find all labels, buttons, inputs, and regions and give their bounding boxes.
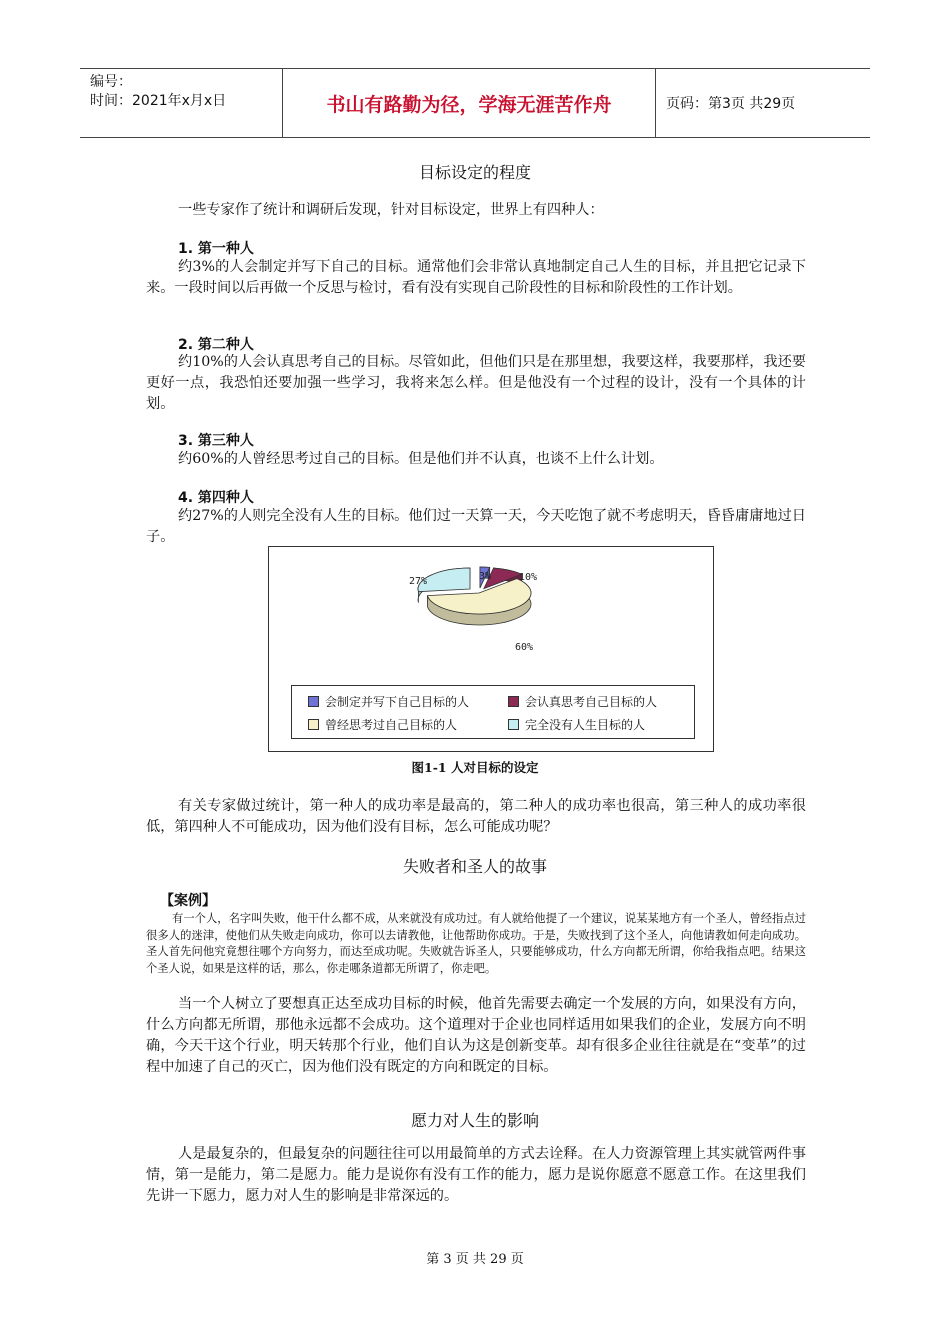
type-2-heading: 2. 第二种人: [178, 337, 254, 353]
legend-item-4: [508, 716, 645, 733]
case-text: 有一个人，名字叫失败，他干什么都不成，从来就没有成功过。有人就给他提了一个建议，说某某地方有一个圣人，曾经指点过很多人的迷津，使他们从失败走向成功，你可以去请教他，让他帮助你成功。于是，失败找到了这个圣人，向他请教如何走向成功。圣人首先问他究竟想往哪个方向努力，而达至成功呢。失败就告诉圣人，只要能够成功，什么方向都无所谓，你给我指点吧。结果这个圣人说，如果是这样的话，那么，你走哪条道都无所谓了，你走吧。: [146, 912, 806, 975]
legend-label-4: 完全没有人生目标的人: [525, 718, 646, 732]
legend-swatch-3: [308, 719, 319, 730]
type-4-heading: 4. 第四种人: [178, 490, 254, 506]
type-4-text: 约27%的人则完全没有人生的目标。他们过一天算一天，今天吃饱了就不考虑明天，昏昏庸庸地过日子。: [146, 508, 806, 545]
legend-swatch-1: [308, 696, 319, 707]
pie-data-label-4: 27%: [409, 576, 428, 587]
legend-item-2: [508, 693, 657, 710]
pie-data-label-1: 3%: [479, 571, 492, 582]
legend-swatch-4: [508, 719, 519, 730]
section-title-goal-setting: 目标设定的程度: [418, 163, 531, 182]
header-meta: [80, 69, 283, 137]
section-title-willpower: 愿力对人生的影响: [410, 1111, 539, 1130]
story-analysis: 当一个人树立了要想真正达至成功目标的时候，他首先需要去确定一个发展的方向，如果没有方向，什么方向都无所谓，那他永远都不会成功。这个道理对于企业也同样适用如果我们的企业，发展方向不明确，今天干这个行业，明天转那个行业，他们自认为这是创新变革。却有很多企业往往就是在“变革”的过程中加速了自己的灭亡，因为他们没有既定的方向和既定的目标。: [146, 996, 806, 1075]
legend-item-1: [308, 693, 469, 710]
serial-label: 编号：: [90, 74, 132, 90]
pie-chart-svg: [269, 547, 713, 683]
header-page-info: 页码：第3页 共29页: [666, 96, 796, 112]
pie-data-label-3: 60%: [515, 642, 534, 653]
case-label: 【案例】: [160, 893, 216, 909]
legend-item-3: [308, 716, 457, 733]
willpower-paragraph: 人是最复杂的，但最复杂的问题往往可以用最简单的方式去诠释。在人力资源管理上其实就管两件事情，第一是能力，第二是愿力。能力是说你有没有工作的能力，愿力是说你愿意不愿意工作。在这里我们先讲一下愿力，愿力对人生的影响是非常深远的。: [146, 1146, 806, 1204]
header-motto: 书山有路勤为径，学海无涯苦作舟: [283, 69, 656, 137]
type-2-text: 约10%的人会认真思考自己的目标。尽管如此，但他们只是在那里想，我要这样，我要那样，我还要更好一点，我恐怕还要加强一些学习，我将来怎么样。但是他没有一个过程的设计，没有一个具体的计划。: [146, 354, 806, 412]
legend-label-1: 会制定并写下自己目标的人: [325, 695, 470, 709]
chart-legend: [291, 685, 695, 739]
page-header: [80, 68, 870, 138]
pie-data-label-2: 10%: [519, 572, 538, 583]
legend-swatch-2: [508, 696, 519, 707]
page-footer: 第 3 页 共 29 页: [426, 1252, 524, 1267]
section-title-story: 失败者和圣人的故事: [402, 857, 547, 876]
legend-label-3: 曾经思考过自己目标的人: [325, 718, 458, 732]
type-3-heading: 3. 第三种人: [178, 433, 254, 449]
legend-label-2: 会认真思考自己目标的人: [525, 695, 658, 709]
goal-setting-pie-chart: [268, 546, 714, 752]
figure-caption: 图1-1 人对目标的设定: [411, 760, 539, 775]
type-3-text: 约60%的人曾经思考过自己的目标。但是他们并不认真，也谈不上什么计划。: [178, 451, 664, 467]
conclusion-paragraph: 有关专家做过统计，第一种人的成功率是最高的，第二种人的成功率也很高，第三种人的成功率很低，第四种人不可能成功，因为他们没有目标，怎么可能成功呢？: [146, 798, 806, 835]
intro-paragraph: 一些专家作了统计和调研后发现，针对目标设定，世界上有四种人：: [178, 202, 604, 218]
time-label: 时间：2021年x月x日: [90, 93, 227, 109]
type-1-text: 约3%的人会制定并写下自己的目标。通常他们会非常认真地制定自己人生的目标，并且把它记录下来。一段时间以后再做一个反思与检讨，看有没有实现自己阶段性的目标和阶段性的工作计划。: [146, 259, 806, 296]
type-1-heading: 1. 第一种人: [178, 241, 254, 257]
